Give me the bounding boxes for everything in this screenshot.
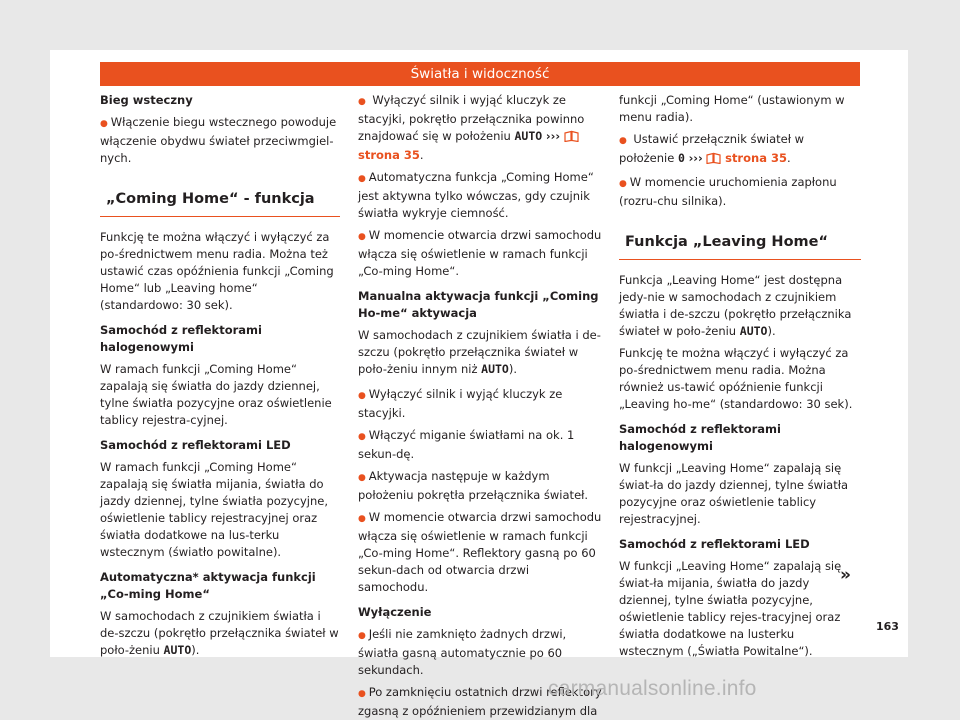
book-icon [706,152,721,169]
bullet-item: ● W momencie uruchomienia zapłonu (rozru-chu silnika). [619,174,861,210]
paragraph: funkcji „Coming Home“ (ustawionym w menu radia). [619,93,845,124]
paragraph: W ramach funkcji „Coming Home“ zapalają się światła mijania, światła do jazdy dziennej, tylne światła pozycyjne, oświetlenie tablicy rejestracyjnej oraz światła dodatkowe na lus-terku wstecznym (światło powitalne). [100,460,328,559]
section-title-coming-home: „Coming Home“ - funkcja [100,185,340,217]
paragraph: Funkcję te można włączyć i wyłączyć za po-średnictwem menu radia. Można również us-tawić opóźnienie funkcji „Leaving ho-me“ (standardowo: 30 sek). [619,346,853,411]
subheading-deactivation: Wyłączenie [358,605,432,619]
column-3 [619,92,861,660]
paragraph: W funkcji „Leaving Home“ zapalają się świat-ła do jazdy dziennej, tylne światła pozycyjne oraz oświetlenie tablicy rejestracyjnej. [619,461,849,526]
watermark: carmanualsonline.info [548,677,757,700]
bullet-item: ● W momencie otwarcia drzwi samochodu włącza się oświetlenie w ramach funkcji „Co-ming Home“. Reflektory gasną po 60 sekun-dach od otwarcia drzwi samochodu. [358,509,602,596]
subheading-halogen: Samochód z reflektorami halogenowymi [100,323,262,354]
auto-symbol: AUTO [481,362,509,376]
bullet-item: ● Wyłączyć silnik i wyjąć kluczyk ze stacyjki. [358,386,602,422]
bullet-item: ● Po zamknięciu ostatnich drzwi reflektory zgasną z opóźnieniem przewidzianym dla [358,684,602,720]
ref-arrows: ››› [545,129,561,143]
section-title-leaving-home: Funkcja „Leaving Home“ [619,228,861,260]
paragraph: W funkcji „Leaving Home“ zapalają się świat-ła mijania, światła do jazdy dziennej, tylne światła pozycyjne, oświetlenie tablicy rejes-tracyjnej oraz światła dodatkowe na lusterku wstecznym („Światła Powitalne“). [619,559,842,658]
bullet-item: ● Aktywacja następuje w każdym położeniu pokrętła przełącznika świateł. [358,468,602,504]
page-ref-link[interactable]: strona 35 [358,148,420,162]
bullet-item: ● W momencie otwarcia drzwi samochodu włącza się oświetlenie w ramach funkcji „Co-ming Home“. [358,227,602,280]
paragraph: Funkcję te można włączyć i wyłączyć za po-średnictwem menu radia. Można też ustawić czas opóźnienia funkcji „Coming Home“ lub „Leaving home“ (standardowo: 30 sek). [100,230,334,312]
subheading-led: Samochód z reflektorami LED [619,537,810,551]
bullet-item: ● Wyłączyć silnik i wyjąć kluczyk ze stacyjki, pokrętło przełącznika powinno znajdować się w położeniu AUTO ››› strona 35. [358,92,602,164]
auto-symbol: AUTO [514,129,543,143]
bullet-item: ● Automatyczna funkcja „Coming Home“ jest aktywna tylko wówczas, gdy czujnik światła wykryje ciemność. [358,169,602,222]
auto-symbol: AUTO [739,324,768,338]
page-title: Światła i widoczność [100,62,860,86]
page-number: 163 [876,620,899,633]
subheading-halogen: Samochód z reflektorami halogenowymi [619,422,781,453]
paragraph: W ramach funkcji „Coming Home“ zapalają się światła do jazdy dziennej, tylne światła pozycyjne oraz oświetlenie tablicy rejestra-cyjnej. [100,362,332,427]
paragraph: Funkcja „Leaving Home“ jest dostępna jedy-nie w samochodach z czujnikiem światła i de-szczu (pokrętło przełącznika świateł w poło-żeniu AUTO). [619,273,852,338]
paragraph: W samochodach z czujnikiem światła i de-szczu (pokrętło przełącznika świateł w poło-żeniu innym niż AUTO). [358,328,601,376]
column-1 [100,92,340,659]
bullet-item: ● Włączyć miganie światłami na ok. 1 sekun-dę. [358,427,602,463]
book-icon [564,130,579,147]
bullet-item: ● Jeśli nie zamknięto żadnych drzwi, światła gasną automatycznie po 60 sekundach. [358,626,602,679]
auto-symbol: AUTO [163,643,192,657]
zero-symbol: 0 [677,151,685,165]
heading-reverse-gear: Bieg wsteczny [100,93,193,107]
column-2 [358,92,602,720]
subheading-manual-activation: Manualna aktywacja funkcji „Coming Ho-me“ aktywacja [358,289,599,320]
ref-arrows: ››› [688,151,703,165]
subheading-led: Samochód z reflektorami LED [100,438,291,452]
page-ref-link[interactable]: strona 35 [725,151,787,165]
paragraph: W samochodach z czujnikiem światła i de-szczu (pokrętło przełącznika świateł w poło-żeniu AUTO). [100,609,339,657]
subheading-auto-activation: Automatyczna* aktywacja funkcji „Co-ming Home“ [100,570,316,601]
bullet-item: ● Ustawić przełącznik świateł w położenie 0 ››› strona 35. [619,131,861,169]
bullet-item: ● Włączenie biegu wstecznego powoduje włączenie obydwu świateł przeciwmgiel-nych. [100,114,340,167]
continue-arrow-icon: » [840,565,851,585]
